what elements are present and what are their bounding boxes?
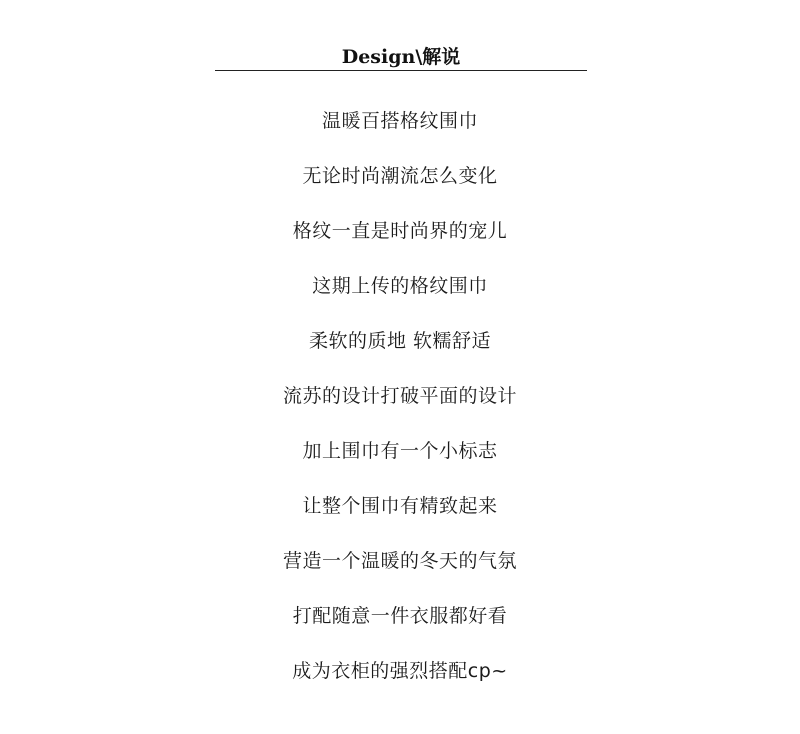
description-line: 柔软的质地 软糯舒适: [308, 330, 492, 352]
section-heading: Design\解说: [341, 46, 461, 68]
description-line: 成为衣柜的强烈搭配cp~: [292, 660, 508, 682]
heading-underline: [215, 70, 587, 71]
description-lines: [0, 107, 800, 712]
description-line: 无论时尚潮流怎么变化: [302, 165, 498, 187]
description-line: 打配随意一件衣服都好看: [292, 605, 508, 627]
description-line: 营造一个温暖的冬天的气氛: [282, 550, 517, 572]
description-line: 这期上传的格纹围巾: [312, 275, 488, 297]
description-line: 温暖百搭格纹围巾: [321, 110, 478, 132]
description-line: 格纹一直是时尚界的宠儿: [292, 220, 508, 242]
description-line: 让整个围巾有精致起来: [302, 495, 498, 517]
description-line: 加上围巾有一个小标志: [302, 440, 498, 462]
description-line: 流苏的设计打破平面的设计: [282, 385, 517, 407]
